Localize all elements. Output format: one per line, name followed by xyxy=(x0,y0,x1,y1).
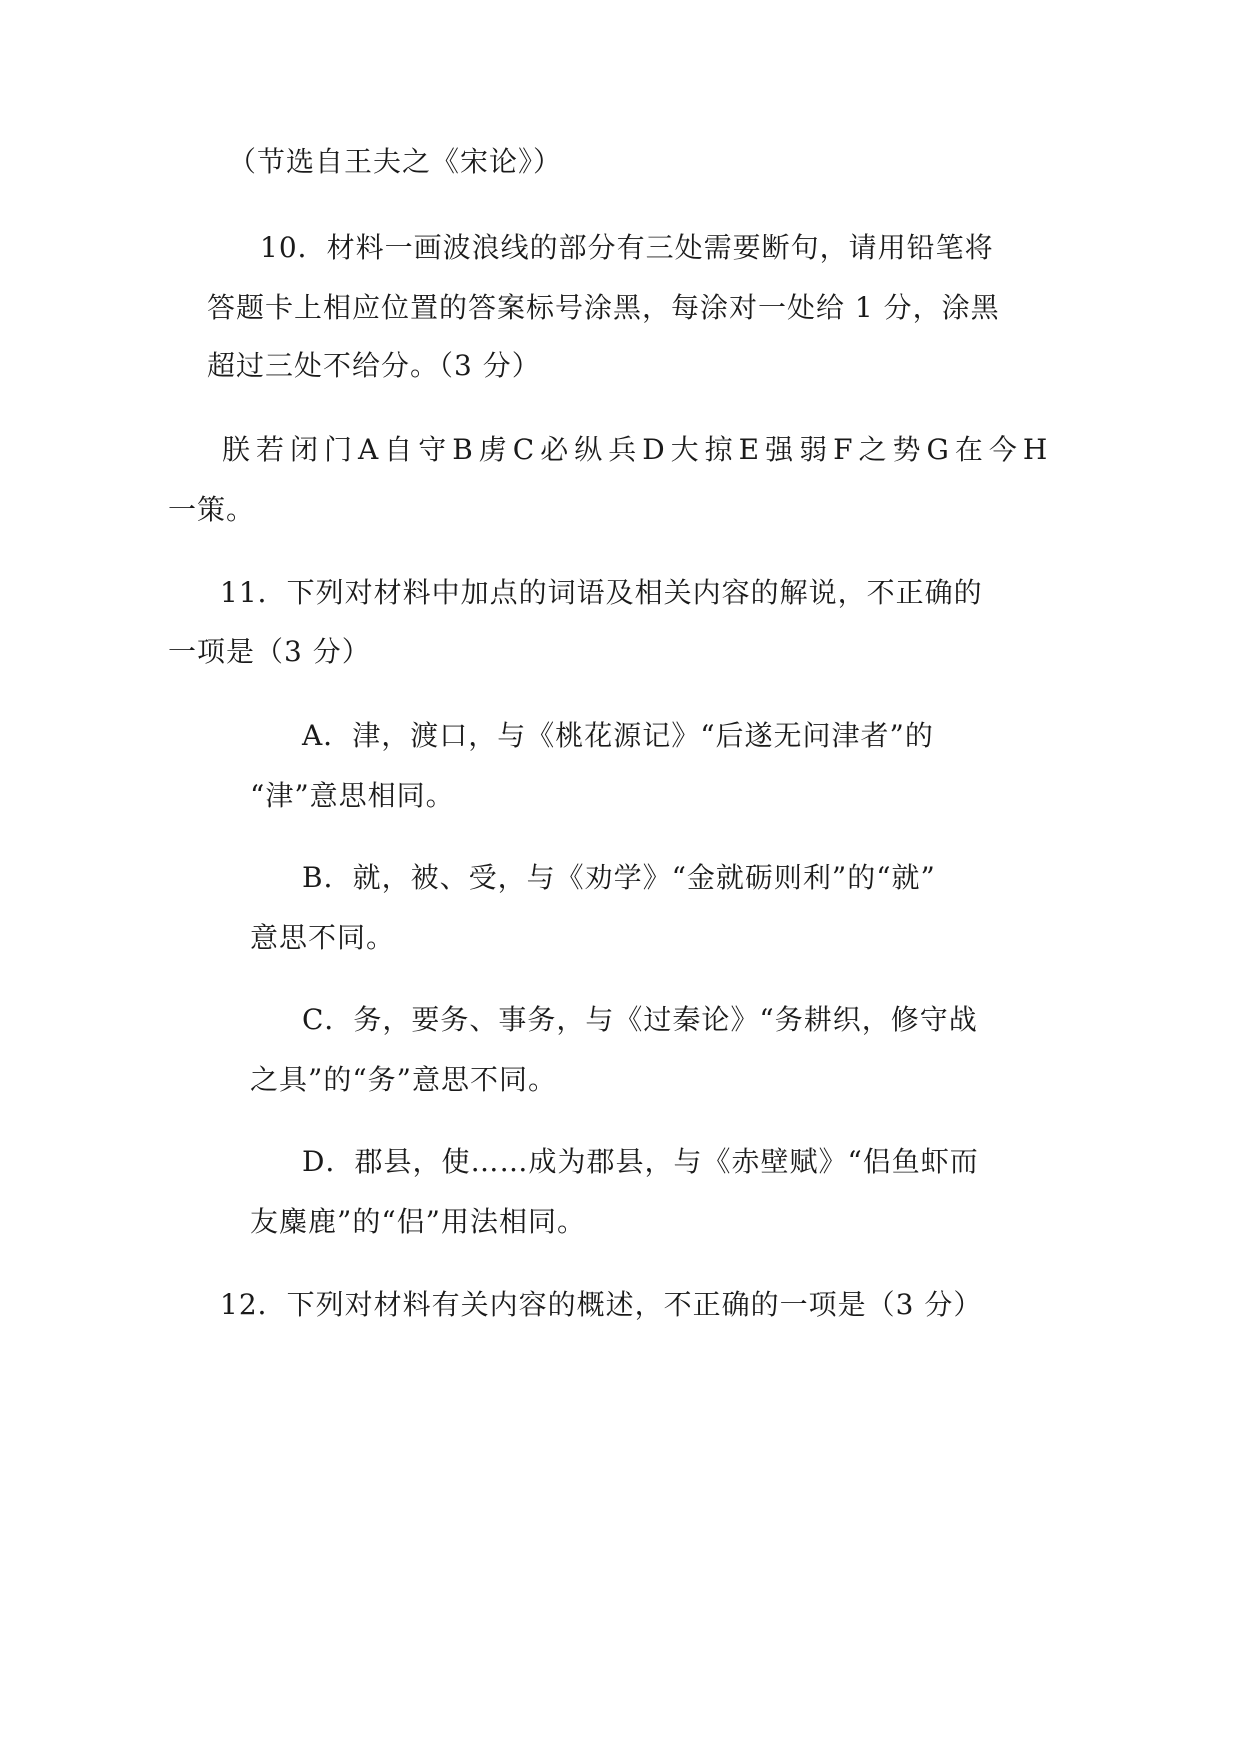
option-a-line-2: “津”意思相同。 xyxy=(250,779,455,812)
question-10-line-1: 10．材料一画波浪线的部分有三处需要断句，请用铅笔将 xyxy=(260,231,994,264)
option-d-line-1: D．郡县，使……成为郡县，与《赤壁赋》“侣鱼虾而 xyxy=(302,1145,979,1178)
option-c-line-1: C．务，要务、事务，与《过秦论》“务耕织，修守战 xyxy=(302,1003,978,1036)
question-10-line-2: 答题卡上相应位置的答案标号涂黑，每涂对一处给 1 分，涂黑 xyxy=(207,291,1000,324)
punctuation-sentence-line-1: 朕若闭门A自守B虏C必纵兵D大掠E强弱F之势G在今H xyxy=(222,433,1054,466)
option-d-line-2: 友麋鹿”的“侣”用法相同。 xyxy=(250,1205,586,1238)
punctuation-sentence-line-2: 一策。 xyxy=(168,493,256,526)
option-c-line-2: 之具”的“务”意思不同。 xyxy=(250,1063,557,1096)
question-11-line-1: 11．下列对材料中加点的词语及相关内容的解说，不正确的 xyxy=(220,576,983,609)
source-citation: （节选自王夫之《宋论》） xyxy=(228,145,563,178)
question-10-line-3: 超过三处不给分。（3 分） xyxy=(207,349,541,382)
question-11-line-2: 一项是（3 分） xyxy=(168,635,371,668)
option-b-line-2: 意思不同。 xyxy=(250,921,396,954)
option-a-line-1: A．津，渡口，与《桃花源记》“后遂无问津者”的 xyxy=(302,719,934,752)
question-12-line-1: 12．下列对材料有关内容的概述，不正确的一项是（3 分） xyxy=(220,1288,983,1321)
option-b-line-1: B．就，被、受，与《劝学》“金就砺则利”的“就” xyxy=(302,861,936,894)
